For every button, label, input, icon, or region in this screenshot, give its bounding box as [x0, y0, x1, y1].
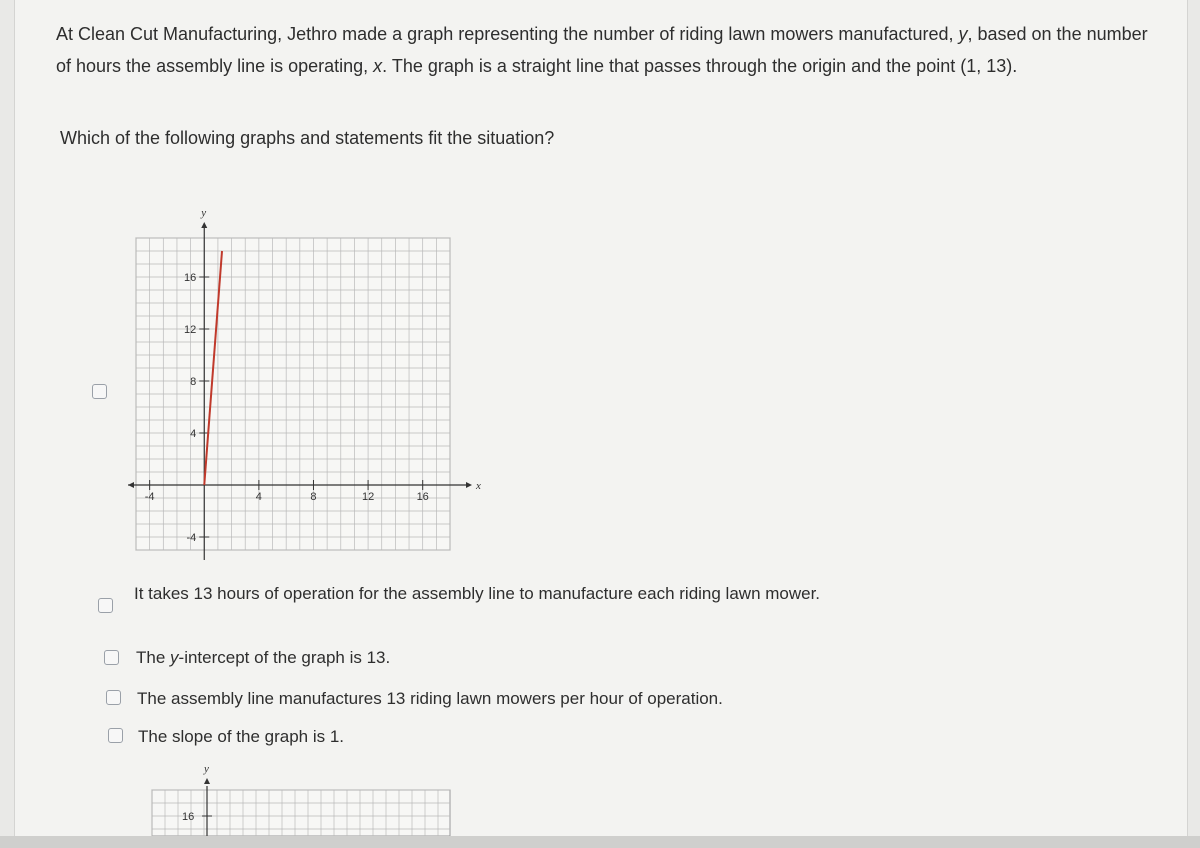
- graph2-y-tick-label: 16: [182, 811, 195, 823]
- option-text-2: The y-intercept of the graph is 13.: [136, 648, 391, 667]
- y-tick-label: 16: [184, 272, 197, 284]
- y-axis-label: y: [201, 207, 207, 219]
- graph-option-2: [150, 760, 470, 836]
- x-axis-label: x: [476, 480, 481, 492]
- graph2-grid: [152, 778, 450, 836]
- y-tick-label: 8: [190, 376, 197, 388]
- x-tick-label: 4: [255, 491, 262, 503]
- y-tick-label: 12: [184, 324, 197, 336]
- x-axis-arrow-left: [128, 482, 134, 488]
- option-checkbox-2[interactable]: [104, 650, 119, 665]
- y-tick-label: -4: [186, 532, 197, 544]
- graph-option-checkbox[interactable]: [92, 384, 107, 399]
- graph2-y-axis-arrow: [204, 778, 210, 784]
- option-text-4: The slope of the graph is 1.: [138, 727, 345, 746]
- x-tick-label: -4: [144, 491, 155, 503]
- x-tick-label: 8: [310, 491, 317, 503]
- x-tick-label: 16: [416, 491, 429, 503]
- graph2-y-axis-label: y: [204, 763, 209, 775]
- graph-option-1: [120, 200, 490, 560]
- option-checkbox-4[interactable]: [108, 728, 123, 743]
- option-text-1: It takes 13 hours of operation for the assembly line to manufacture each riding lawn mower.: [134, 584, 821, 603]
- graph-grid: [136, 238, 450, 550]
- x-axis-arrow: [466, 482, 472, 488]
- option-checkbox-3[interactable]: [106, 690, 121, 705]
- question-prompt: Which of the following graphs and statements fit the situation?: [60, 128, 555, 148]
- y-tick-label: 4: [190, 428, 197, 440]
- bottom-bar: [0, 836, 1200, 848]
- option-text-3: The assembly line manufactures 13 riding lawn mowers per hour of operation.: [137, 689, 723, 708]
- question-text: At Clean Cut Manufacturing, Jethro made a graph representing the number of riding lawn mowers manufactured, y, based on the number of hours the assembly line is operating, x. The graph is a straight line that passes through the origin and the point (1, 13).: [56, 24, 1148, 76]
- option-checkbox-1[interactable]: [98, 598, 113, 613]
- y-axis-arrow: [201, 222, 207, 228]
- x-tick-label: 12: [361, 491, 375, 503]
